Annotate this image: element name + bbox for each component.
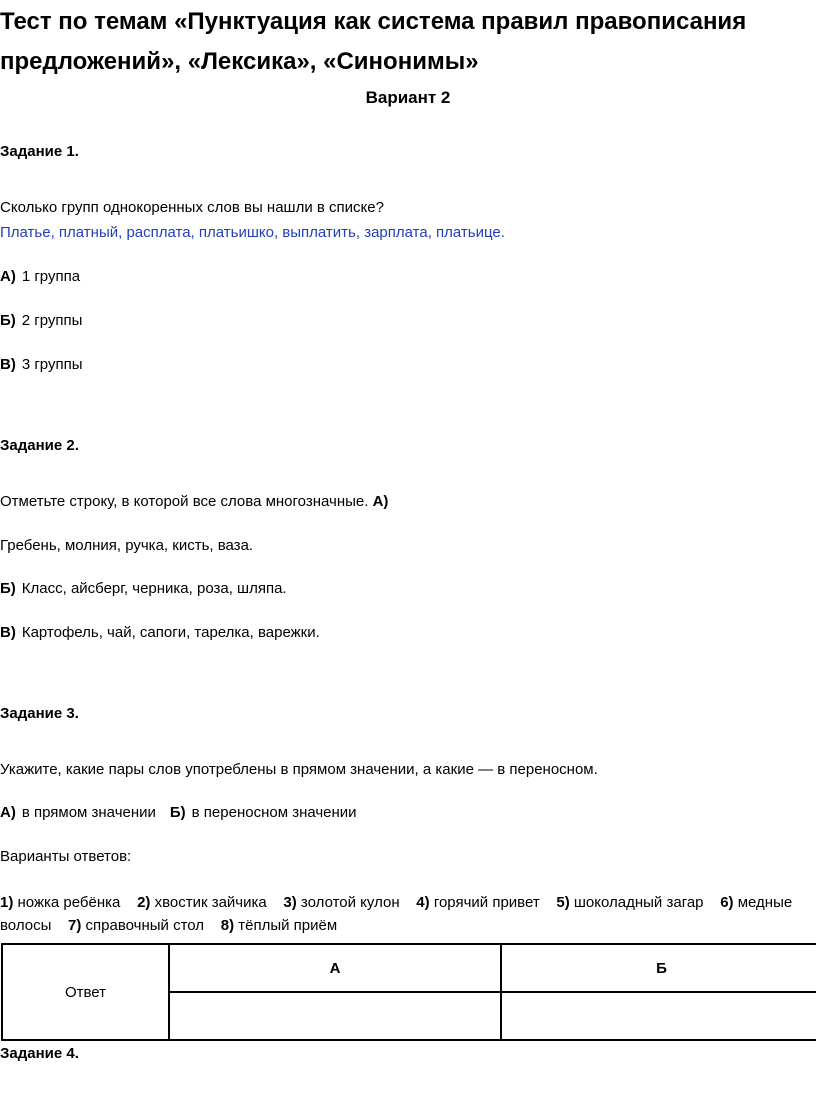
- answer-table: [1, 943, 816, 1041]
- pair-number: 6): [720, 894, 734, 911]
- task3-categories: [0, 804, 357, 821]
- pair-text: горячий привет: [433, 894, 540, 911]
- option-text: 2 группы: [21, 312, 83, 329]
- task1-option-c: [0, 356, 83, 373]
- pair-number: 5): [556, 894, 570, 911]
- pair-text: справочный стол: [85, 917, 205, 934]
- pair-number: 7): [68, 917, 82, 934]
- task2-option-c: [0, 624, 320, 641]
- pair-text: золотой кулон: [300, 894, 400, 911]
- answer-cell-a[interactable]: [169, 992, 501, 1040]
- document-title: Тест по темам «Пунктуация как система правил правописания предложений», «Лексика», «Синонимы»: [0, 8, 747, 75]
- option-letter: В): [0, 356, 16, 373]
- pair-number: 1): [0, 894, 14, 911]
- pair-number: 8): [220, 917, 235, 934]
- task1-option-a: [0, 268, 80, 285]
- pair-number: 3): [283, 894, 297, 911]
- task1-word-list: Платье, платный, расплата, платьишко, выплатить, зарплата, платьице.: [0, 224, 505, 241]
- option-letter: Б): [0, 312, 16, 329]
- category-text: в переносном значении: [191, 804, 357, 821]
- pair-text: тёплый приём: [238, 917, 338, 934]
- answer-col-a-header: А: [169, 944, 501, 992]
- option-text: Картофель, чай, сапоги, тарелка, варежки.: [21, 624, 320, 641]
- task2-option-b: [0, 580, 287, 597]
- pair-text: медные волосы: [0, 894, 793, 934]
- pair-text: ножка ребёнка: [17, 894, 121, 911]
- question-text: Отметьте строку, в которой все слова многозначные.: [0, 493, 369, 510]
- task3-question: Укажите, какие пары слов употреблены в прямом значении, а какие — в переносном.: [0, 761, 598, 778]
- task2-heading: Задание 2.: [0, 437, 79, 454]
- task3-heading: Задание 3.: [0, 705, 79, 722]
- option-letter: Б): [0, 580, 16, 597]
- pair-number: 4): [416, 894, 430, 911]
- pair-text: хвостик зайчика: [154, 894, 267, 911]
- task3-answers-label: Варианты ответов:: [0, 848, 132, 865]
- pair-number: 2): [137, 894, 151, 911]
- task2-option-a: Гребень, молния, ручка, кисть, ваза.: [0, 537, 254, 554]
- option-text: 3 группы: [21, 356, 83, 373]
- task2-question: [0, 493, 388, 510]
- answer-col-b-header: Б: [501, 944, 816, 992]
- option-letter: А): [0, 268, 16, 285]
- answer-cell-b[interactable]: [501, 992, 816, 1040]
- answer-row-label: Ответ: [2, 944, 169, 1040]
- task3-pairs: [0, 891, 810, 937]
- task1-question: Сколько групп однокоренных слов вы нашли в списке?: [0, 199, 384, 216]
- pair-text: шоколадный загар: [573, 894, 704, 911]
- task1-option-b: [0, 312, 82, 329]
- option-text: Класс, айсберг, черника, роза, шляпа.: [21, 580, 287, 597]
- option-text: 1 группа: [21, 268, 81, 285]
- option-letter: А): [372, 493, 389, 510]
- task4-heading: Задание 4.: [0, 1045, 79, 1062]
- category-letter: Б): [169, 804, 186, 821]
- task1-heading: Задание 1.: [0, 143, 79, 160]
- category-text: в прямом значении: [21, 804, 156, 821]
- option-letter: В): [0, 624, 16, 641]
- category-letter: А): [0, 804, 16, 821]
- variant-heading: Вариант 2: [365, 88, 451, 107]
